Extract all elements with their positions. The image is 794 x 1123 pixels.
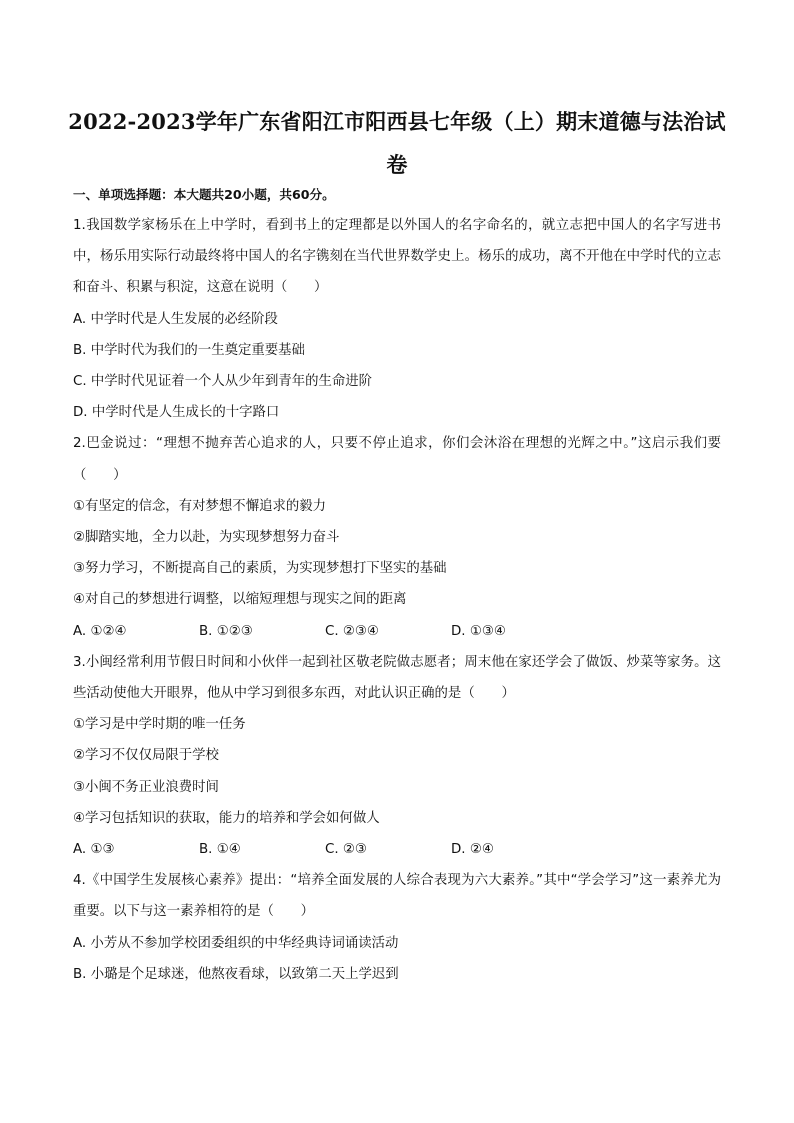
page-title: 2022-2023学年广东省阳江市阳西县七年级（上）期末道德与法治试卷 [68,109,726,177]
statement-item: ①学习是中学时期的唯一任务 [73,717,246,733]
question-stem: 4.《中国学生发展核心素养》提出：“培养全面发展的人综合表现为六大素养。”其中“学会学习”这一素养尤为重要。以下与这一素养相符的是（ ） [73,873,721,920]
options-row [73,834,721,865]
option-b: B. 小璐是个足球迷，他熬夜看球，以致第二天上学迟到 [73,966,399,982]
question-stem: 1.我国数学家杨乐在上中学时，看到书上的定理都是以外国人的名字命名的，就立志把中国人的名字写进书中，杨乐用实际行动最终将中国人的名字镌刻在当代世界数学史上。杨乐的成功，离不开他在中学时代的立志和奋斗、积累与积淀，这意在说明（ ） [73,218,721,296]
statement-item: ③小闽不务正业浪费时间 [73,779,219,795]
question-3 [73,647,721,865]
exam-content [73,182,721,990]
option-a: A. ①②④ [73,623,127,639]
option-c: C. 中学时代见证着一个人从少年到青年的生命进阶 [73,374,373,390]
option-a: A. ①③ [73,842,115,858]
question-stem: 3.小闽经常利用节假日时间和小伙伴一起到社区敬老院做志愿者；周末他在家还学会了做饭、炒菜等家务。这些活动使他大开眼界，他从中学习到很多东西，对此认识正确的是（ ） [73,654,721,702]
option-c: C. ②③④ [325,623,379,639]
question-stem: 2.巴金说过：“理想不抛弃苦心追求的人，只要不停止追求，你们会沐浴在理想的光辉之中。”这启示我们要（ ） [73,436,721,483]
statement-item: ②学习不仅仅局限于学校 [73,748,219,764]
question-4 [73,865,721,990]
statement-item: ④对自己的梦想进行调整，以缩短理想与现实之间的距离 [73,592,407,608]
options-row [73,616,721,647]
statement-item: ③努力学习，不断提高自己的素质，为实现梦想打下坚实的基础 [73,561,447,577]
option-d: D. ②④ [451,842,494,858]
option-d: D. ①③④ [451,623,506,639]
option-b: B. 中学时代为我们的一生奠定重要基础 [73,342,305,358]
question-2 [73,428,721,646]
option-a: A. 中学时代是人生发展的必经阶段 [73,311,278,327]
option-c: C. ②③ [325,842,367,858]
option-b: B. ①④ [199,842,241,858]
statement-item: ②脚踏实地，全力以赴，为实现梦想努力奋斗 [73,530,340,546]
statement-item: ④学习包括知识的获取，能力的培养和学会如何做人 [73,810,380,826]
question-1 [73,210,721,428]
option-a: A. 小芳从不参加学校团委组织的中华经典诗词诵读活动 [73,935,399,951]
section-heading: 一、单项选择题：本大题共20小题，共60分。 [73,187,335,202]
option-d: D. 中学时代是人生成长的十字路口 [73,405,280,421]
option-b: B. ①②③ [199,623,253,639]
statement-item: ①有坚定的信念，有对梦想不懈追求的毅力 [73,498,327,514]
